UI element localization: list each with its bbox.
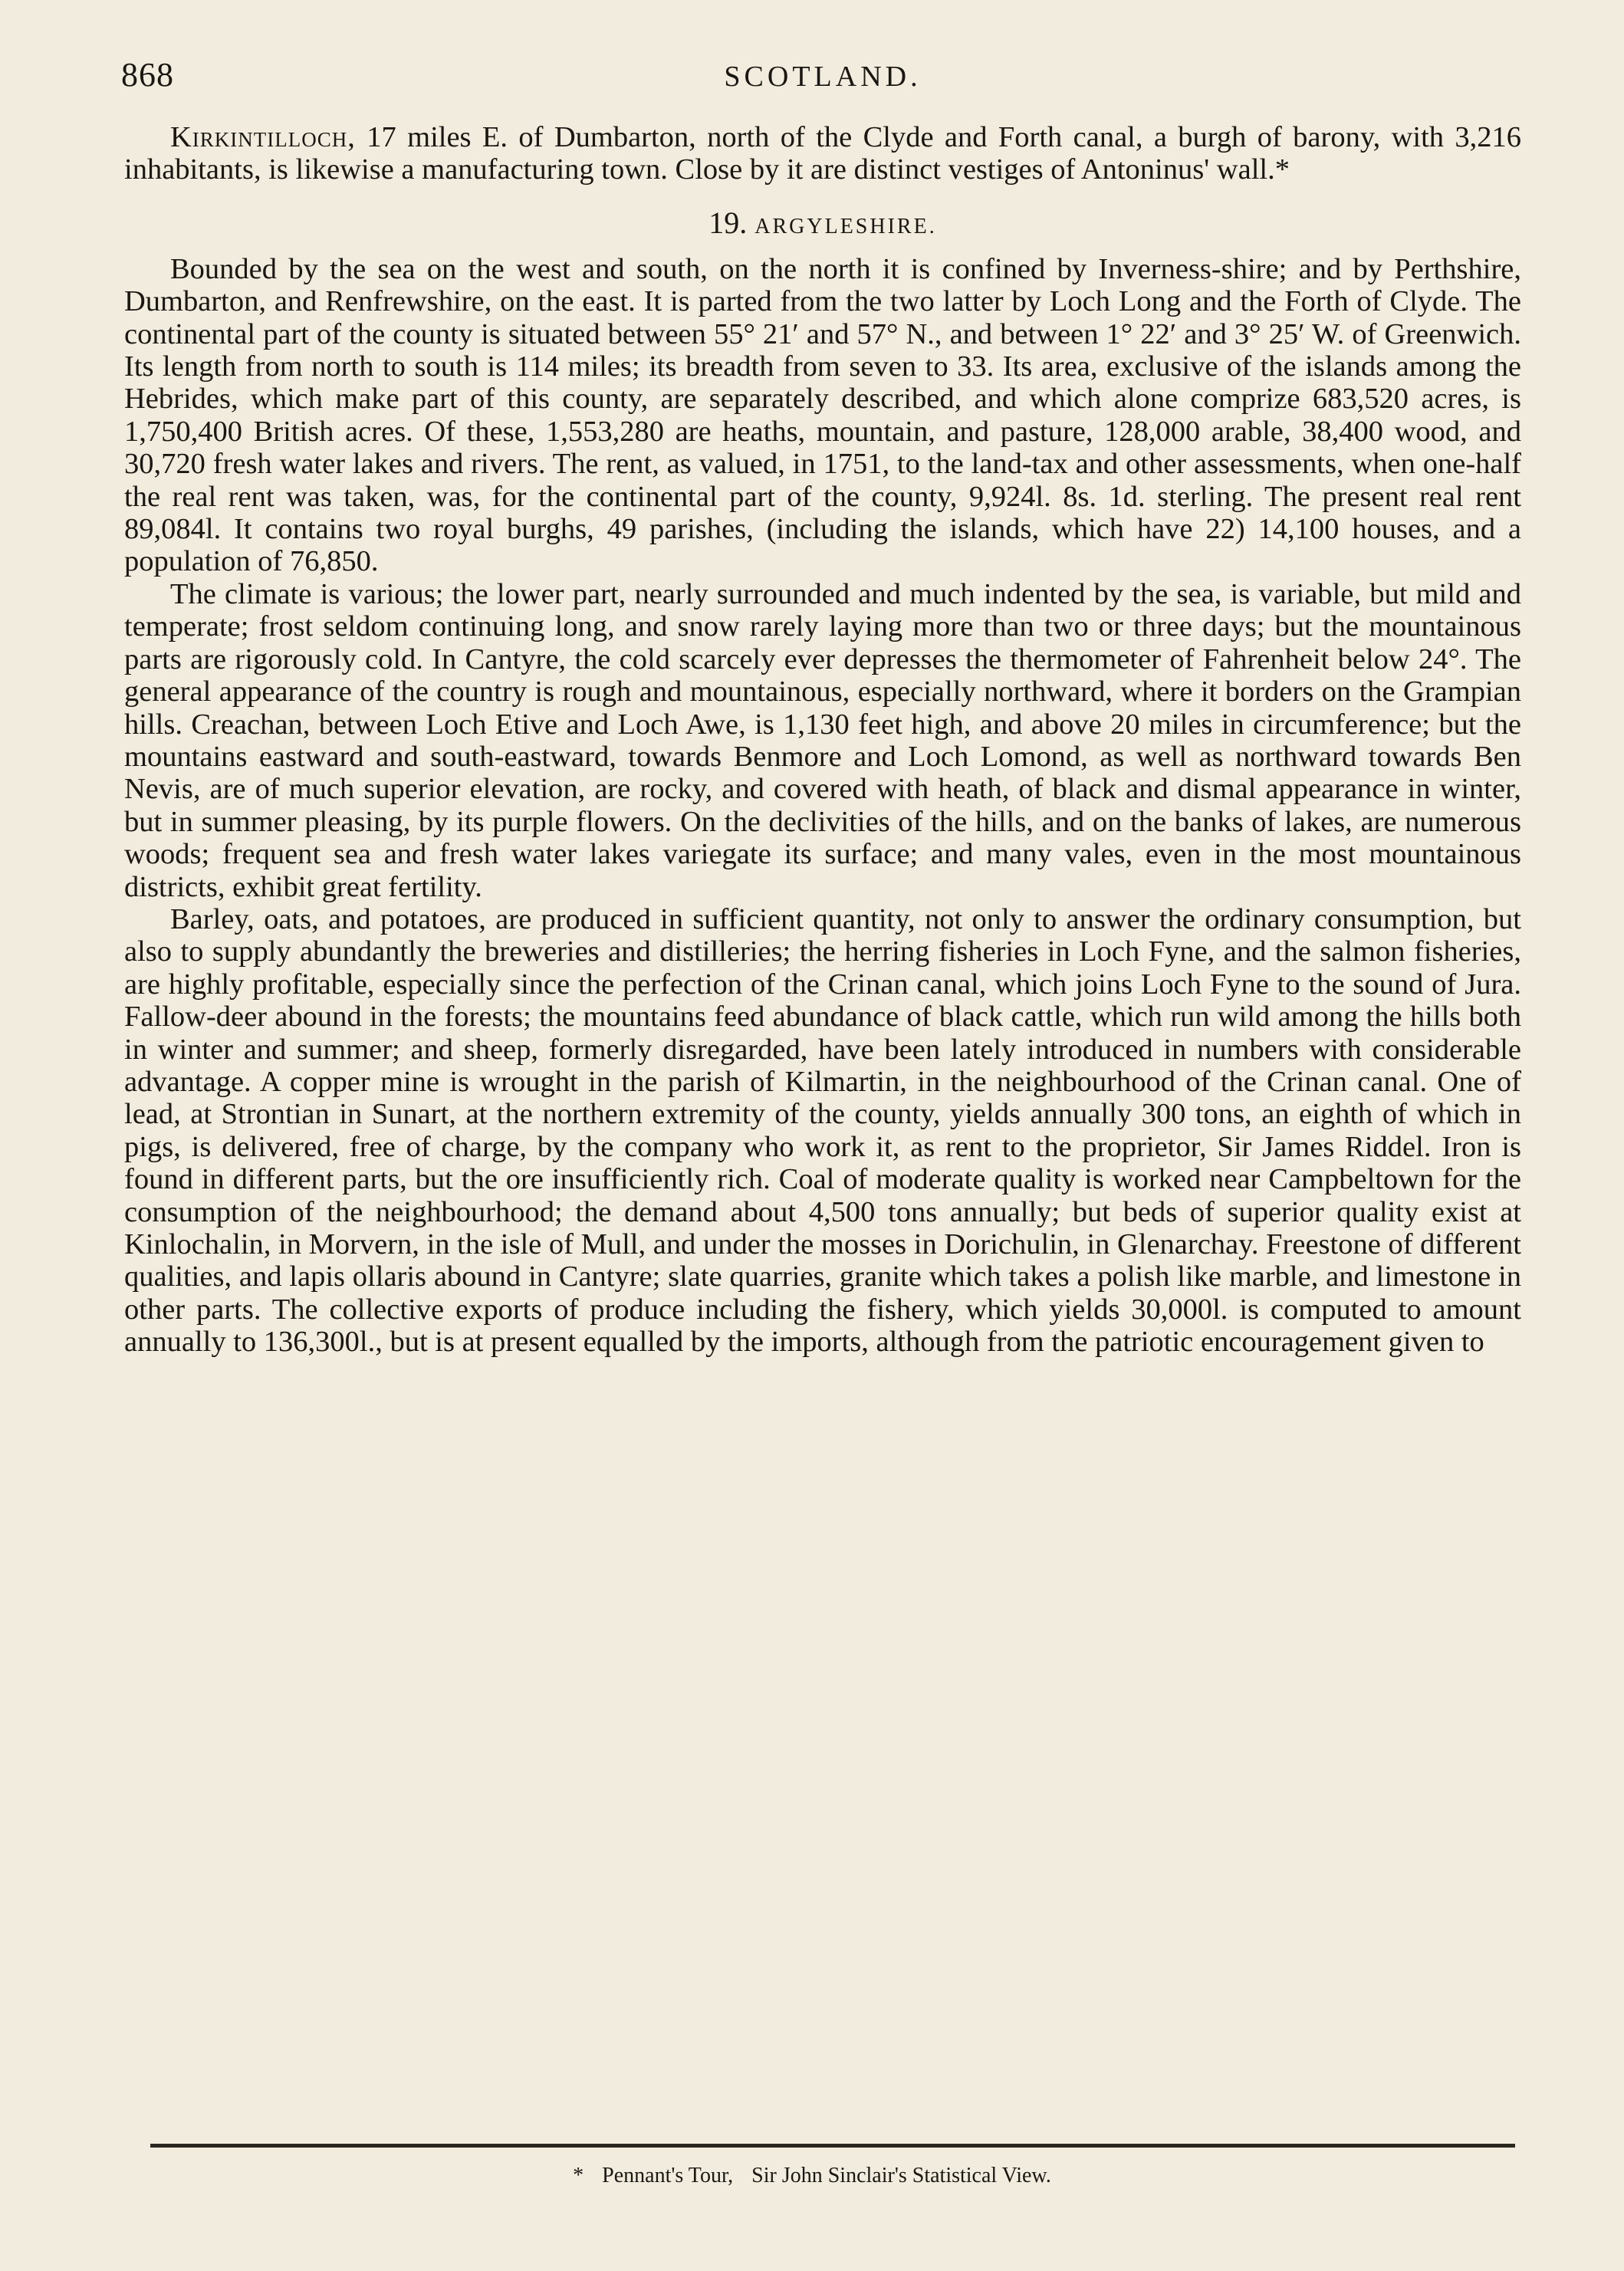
footnote-source-pennant: Pennant's Tour, (602, 2164, 734, 2187)
paragraph-description: Bounded by the sea on the west and south, on the north it is confined by Inverness-shire; and by Perthshire, Dumbarton, and Renfrewshire, on the east. It is parted from the two latter by Loch Long and the Forth of Clyde. The continental part of the county is situated between 55° 21′ and 57° N., and between 1° 22′ and 3° 25′ W. of Greenwich. Its length from north to south is 114 miles; its breadth from seven to 33. Its area, exclusive of the islands among the Hebrides, which make part of this county, are separately described, and which alone comprize 683,520 acres, is 1,750,400 British acres. Of these, 1,553,280 are heaths, mountain, and pasture, 128,000 arable, 38,400 wood, and 30,720 fresh water lakes and rivers. The rent, as valued, in 1751, to the land-tax and other assessments, when one-half the real rent was taken, was, for the continental part of the county, 9,924l. 8s. 1d. sterling. The present real rent 89,084l. It contains two royal burghs, 49 parishes, (including the islands, which have 22) 14,100 houses, and a population of 76,850. (124, 252, 1521, 578)
intro-paragraph (124, 121, 1521, 186)
place-name: Kirkintilloch, (170, 121, 356, 153)
footnote (0, 2164, 1624, 2188)
section-number: 19. (708, 205, 748, 240)
footnote-source-sinclair: Sir John Sinclair's Statistical View. (751, 2164, 1051, 2187)
paragraph-climate: The climate is various; the lower part, nearly surrounded and much indented by the sea, is variable, but mild and temperate; frost seldom continuing long, and snow rarely laying more than two or three days; but the mountainous parts are rigorously cold. In Cantyre, the cold scarcely ever depresses the thermometer of Fahrenheit below 24°. The general appearance of the country is rough and mountainous, especially northward, where it borders on the Grampian hills. Creachan, between Loch Etive and Loch Awe, is 1,130 feet high, and above 20 miles in circumference; but the mountains eastward and south-eastward, towards Benmore and Loch Lomond, as well as northward towards Ben Nevis, are of much superior elevation, are rocky, and covered with heath, of black and dismal appearance in winter, but in summer pleasing, by its purple flowers. On the declivities of the hills, and on the banks of lakes, are numerous woods; frequent sea and fresh water lakes variegate its surface; and many vales, even in the most mountainous districts, exhibit great fertility. (124, 577, 1521, 903)
running-head: SCOTLAND. (724, 61, 922, 93)
page-body (124, 121, 1521, 1359)
paragraph-produce: Barley, oats, and potatoes, are produced in sufficient quantity, not only to answer the ordinary consumption, but also to supply abundantly the breweries and distilleries; the herring fisheries in Loch Fyne, and the salmon fisheries, are highly profitable, especially since the perfection of the Crinan canal, which joins Loch Fyne to the sound of Jura. Fallow-deer abound in the forests; the mountains feed abundance of black cattle, which run wild among the hills both in winter and summer; and sheep, formerly disregarded, have been lately introduced in numbers with considerable advantage. A copper mine is wrought in the parish of Kilmartin, in the neighbourhood of the Crinan canal. One of lead, at Strontian in Sunart, at the northern extremity of the county, yields annually 300 tons, an eighth of which in pigs, is delivered, free of charge, by the company who work it, as rent to the proprietor, Sir James Riddel. Iron is found in different parts, but the ore insufficiently rich. Coal of moderate quality is worked near Campbeltown for the consumption of the neighbourhood; the demand about 4,500 tons annually; but beds of superior quality exist at Kinlochalin, in Morvern, in the isle of Mull, and under the mosses in Dorichulin, in Glenarchay. Freestone of different qualities, and lapis ollaris abound in Cantyre; slate quarries, granite which takes a polish like marble, and limestone in other parts. The collective exports of produce including the fishery, which yields 30,000l. is computed to amount annually to 136,300l., but is at present equalled by the imports, although from the patriotic encouragement given to (124, 902, 1521, 1359)
footnote-rule (150, 2144, 1515, 2148)
page-header (121, 55, 1524, 101)
section-heading (124, 205, 1521, 242)
page-number: 868 (121, 56, 174, 94)
footnote-marker: * (573, 2164, 584, 2187)
intro-text: 17 miles E. of Dumbarton, north of the Clyde and Forth canal, a burgh of barony, with 3,216 inhabitants, is likewise a manufacturing town. Close by it are distinct vestiges of Antoninus' wall.* (124, 121, 1521, 186)
section-name: ARGYLESHIRE. (754, 214, 937, 238)
